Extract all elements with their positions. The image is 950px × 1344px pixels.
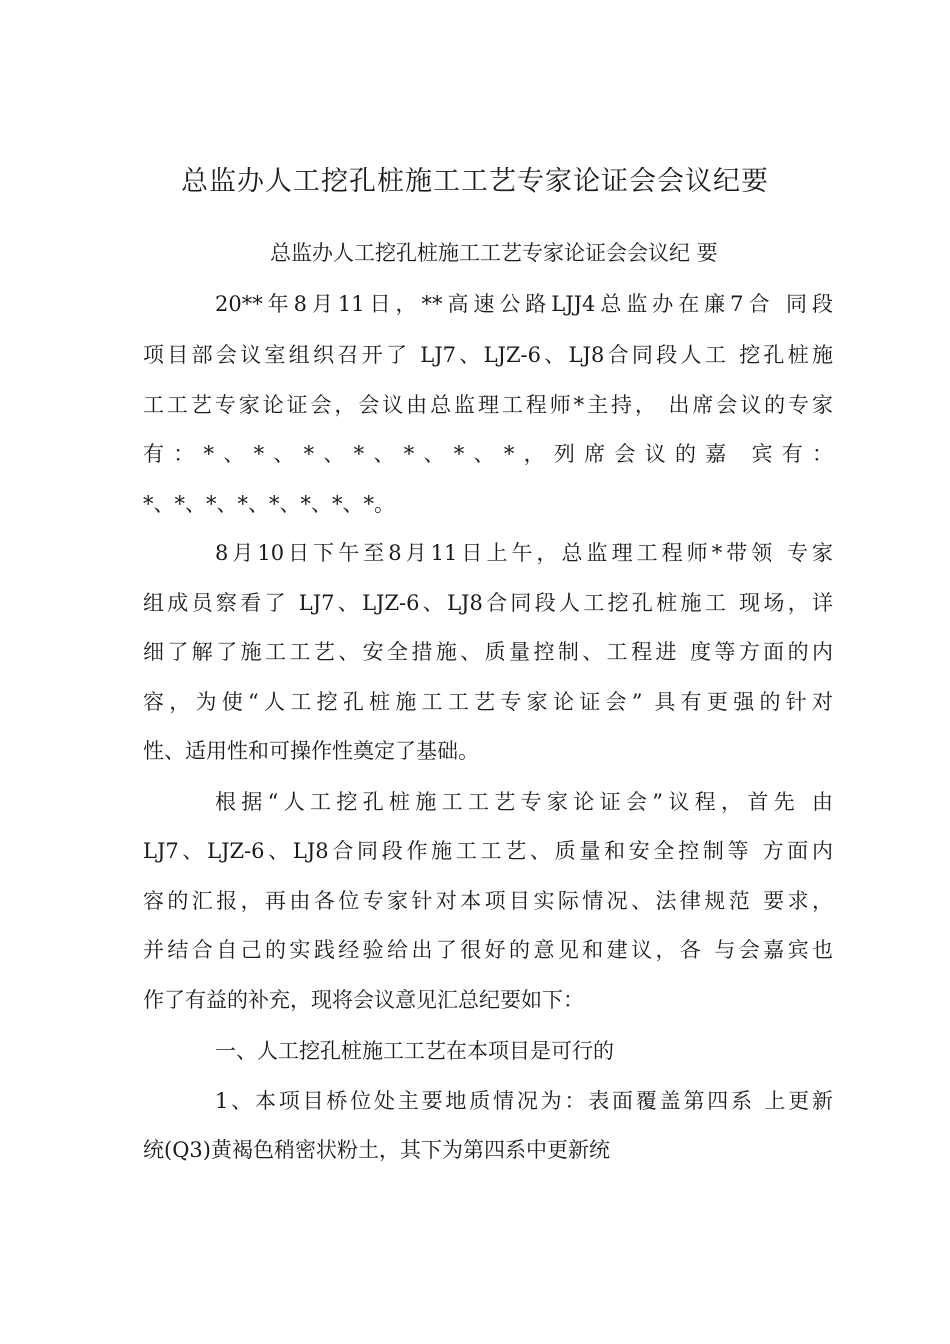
subtitle-line: 总监办人工挖孔桩施工工艺专家论证会会议纪 要 — [270, 241, 718, 265]
paragraph-line: 有：*、*、*、*、*、*、*，列席会议的嘉 宾有： — [143, 442, 833, 466]
paragraph-line: 组成员察看了 LJ7、LJZ-6、LJ8合同段人工挖孔桩施工 现场，详 — [143, 591, 833, 615]
section-heading: 一、人工挖孔桩施工工艺在本项目是可行的 — [215, 1039, 614, 1063]
paragraph-line: *、*、*、*、*、*、*、*。 — [143, 492, 395, 516]
paragraph-line: 1、本项目桥位处主要地质情况为：表面覆盖第四系 上更新 — [215, 1089, 833, 1113]
document-title: 总监办人工挖孔桩施工工艺专家论证会会议纪要 — [181, 166, 769, 197]
paragraph-line: 20**年8月11日，**高速公路LJJ4总监办在廉7合 同段 — [215, 292, 833, 316]
paragraph-line: 作了有益的补充，现将会议意见汇总纪要如下： — [143, 988, 584, 1012]
paragraph-line: 工工艺专家论证会，会议由总监理工程师*主持， 出席会议的专家 — [143, 393, 833, 417]
paragraph-line: 容，为使“人工挖孔桩施工工艺专家论证会” 具有更强的针对 — [143, 690, 833, 714]
paragraph-line: 细了解了施工工艺、安全措施、质量控制、工程进 度等方面的内 — [143, 640, 833, 664]
paragraph-line: 并结合自己的实践经验给出了很好的意见和建议，各 与会嘉宾也 — [143, 938, 833, 962]
paragraph-line: 根据“人工挖孔桩施工工艺专家论证会”议程，首先 由 — [215, 790, 833, 814]
paragraph-line: 8月10日下午至8月11日上午，总监理工程师*带领 专家 — [215, 541, 833, 565]
paragraph-line: 容的汇报，再由各位专家针对本项目实际情况、法律规范 要求， — [143, 889, 833, 913]
paragraph-line: LJ7、LJZ-6、LJ8合同段作施工工艺、质量和安全控制等 方面内 — [143, 839, 833, 863]
paragraph-line: 项目部会议室组织召开了 LJ7、LJZ-6、LJ8合同段人工 挖孔桩施 — [143, 343, 833, 367]
paragraph-line: 性、适用性和可操作性奠定了基础。 — [143, 739, 479, 763]
paragraph-line: 统(Q3)黄褐色稍密状粉土，其下为第四系中更新统 — [143, 1138, 610, 1162]
